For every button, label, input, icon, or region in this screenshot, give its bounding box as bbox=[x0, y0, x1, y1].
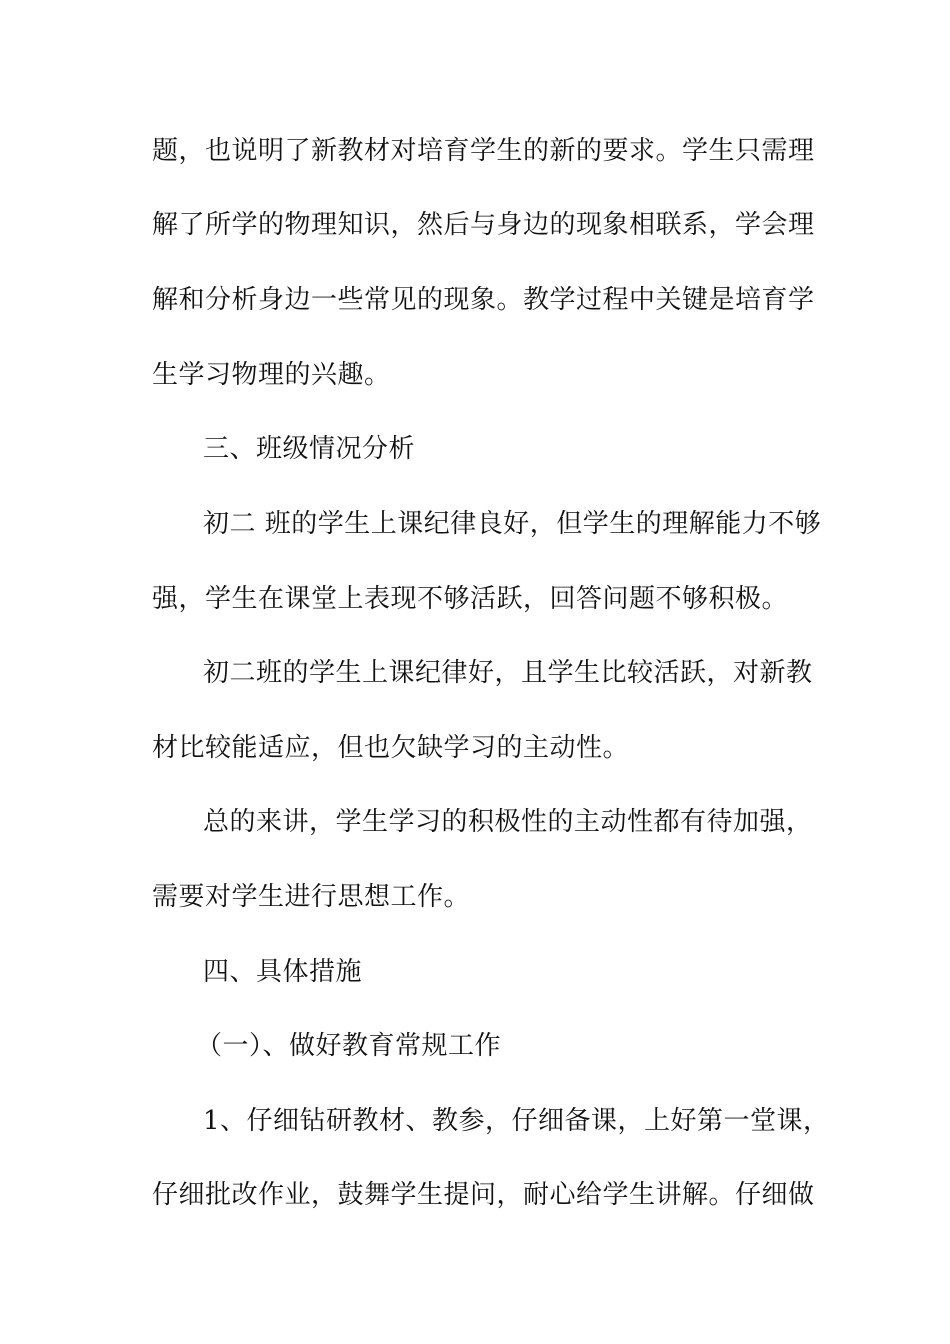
text-line: 题，也说明了新教材对培育学生的新的要求。学生只需理 bbox=[152, 136, 815, 166]
text-line: 强，学生在课堂上表现不够活跃，回答问题不够积极。 bbox=[152, 584, 789, 614]
text-line: 总的来讲，学生学习的积极性的主动性都有待加强， bbox=[203, 807, 813, 837]
text-line: 1、仔细钻研教材、教参，仔细备课，上好第一堂课， bbox=[203, 1106, 830, 1136]
text-line: 生学习物理的兴趣。 bbox=[152, 360, 391, 390]
section-heading: 四、具体措施 bbox=[203, 957, 363, 987]
text-line: 仔细批改作业，鼓舞学生提问，耐心给学生讲解。仔细做 bbox=[152, 1180, 815, 1210]
text-line: 初二 班的学生上课纪律良好，但学生的理解能力不够 bbox=[203, 509, 822, 539]
text-line: 解了所学的物理知识，然后与身边的现象相联系，学会理 bbox=[152, 210, 815, 240]
subsection-heading: （一）、做好教育常规工作 bbox=[196, 1031, 502, 1061]
text-line: 解和分析身边一些常见的现象。教学过程中关键是培育学 bbox=[152, 285, 815, 315]
text-line: 初二班的学生上课纪律好，且学生比较活跃，对新教 bbox=[203, 658, 813, 688]
text-line: 需要对学生进行思想工作。 bbox=[152, 882, 471, 912]
section-heading: 三、班级情况分析 bbox=[203, 434, 416, 464]
text-line: 材比较能适应，但也欠缺学习的主动性。 bbox=[152, 733, 630, 763]
